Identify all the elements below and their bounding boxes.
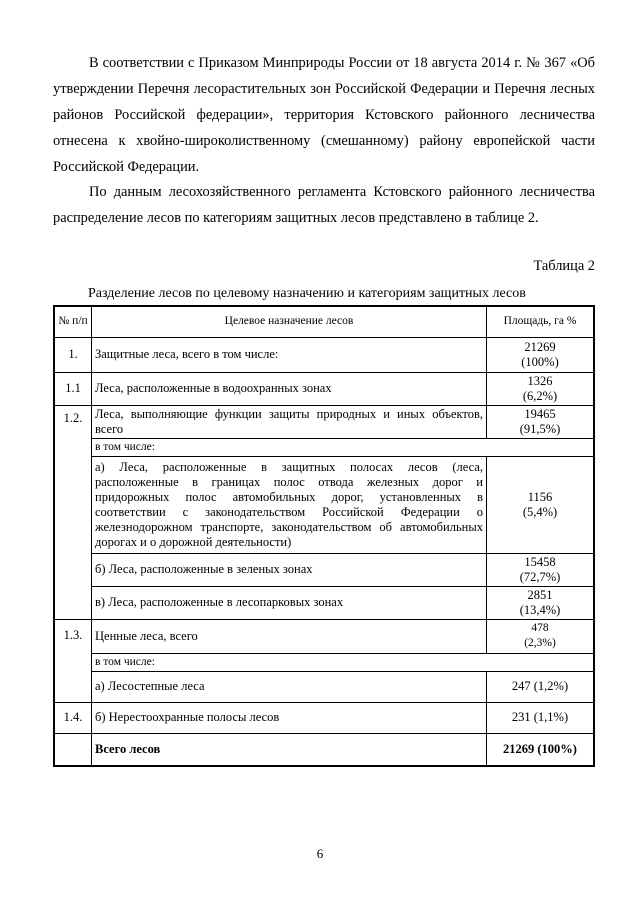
row-text: в) Леса, расположенные в лесопарковых зонах (92, 586, 487, 619)
row-num: 1. (54, 337, 92, 372)
row-area: 19465 (91,5%) (487, 405, 595, 438)
row-area: 478 (2,3%) (487, 619, 595, 653)
regulation-paragraph: По данным лесохозяйственного регламента Кстовского районного лесничества распределение лесов по категориям защитных лесов представлено в таблице 2. (53, 184, 595, 226)
row-num: 1.3. (54, 619, 92, 702)
row-num (54, 733, 92, 766)
header-area: Площадь, га % (487, 306, 595, 337)
table-header-row (54, 306, 594, 337)
row-subheading: в том числе: (92, 653, 595, 671)
row-text: б) Леса, расположенные в зеленых зонах (92, 553, 487, 586)
table-row (54, 671, 594, 702)
table-label: Таблица 2 (533, 258, 595, 274)
intro-paragraph: В соответствии с Приказом Минприроды России от 18 августа 2014 г. № 367 «Об утверждении Перечня лесорастительных зон Российской Федерации и Перечня лесных районов Российской федерации», территория Кстовского районного лесничества отнесена к хвойно-широколиственному (смешанному) району европейской части Российской Федерации. (53, 55, 595, 175)
row-text: Ценные леса, всего (92, 619, 487, 653)
row-num: 1.1 (54, 372, 92, 405)
row-area: 231 (1,1%) (487, 702, 595, 733)
row-text: а) Лесостепные леса (92, 671, 487, 702)
row-text: б) Нерестоохранные полосы лесов (92, 702, 487, 733)
row-area: 15458 (72,7%) (487, 553, 595, 586)
table-row (54, 456, 594, 553)
total-value: 21269 (100%) (487, 733, 595, 766)
row-area: 2851 (13,4%) (487, 586, 595, 619)
table-row (54, 405, 594, 438)
row-num: 1.4. (54, 702, 92, 733)
table-row (54, 337, 594, 372)
row-text: Защитные леса, всего в том числе: (92, 337, 487, 372)
header-num: № п/п (54, 306, 92, 337)
table-row (54, 372, 594, 405)
row-text: Леса, расположенные в водоохранных зонах (92, 372, 487, 405)
total-label: Всего лесов (92, 733, 487, 766)
row-area: 21269 (100%) (487, 337, 595, 372)
header-purpose: Целевое назначение лесов (92, 306, 487, 337)
table-title: Разделение лесов по целевому назначению и категориям защитных лесов (88, 286, 526, 301)
forest-categories-table (53, 305, 595, 767)
row-num: 1.2. (54, 405, 92, 619)
row-subheading: в том числе: (92, 438, 595, 456)
table-total-row (54, 733, 594, 766)
row-text: а) Леса, расположенные в защитных полосах лесов (леса, расположенные в границах полос отвода железных дорог и придорожных полос автомобильных дорог, установленных в соответствии с законодательством Российской Федерации о железнодорожном транспорте, законодательством об автомобильных дорогах и о дорожной деятельности) (92, 456, 487, 553)
row-area: 1326 (6,2%) (487, 372, 595, 405)
table-row (54, 438, 594, 456)
row-text: Леса, выполняющие функции защиты природных и иных объектов, всего (92, 405, 487, 438)
table-row (54, 653, 594, 671)
page-number: 6 (316, 846, 324, 861)
table-row (54, 619, 594, 653)
row-area: 247 (1,2%) (487, 671, 595, 702)
table-row (54, 553, 594, 586)
row-area: 1156 (5,4%) (487, 456, 595, 553)
table-row (54, 586, 594, 619)
table-row (54, 702, 594, 733)
